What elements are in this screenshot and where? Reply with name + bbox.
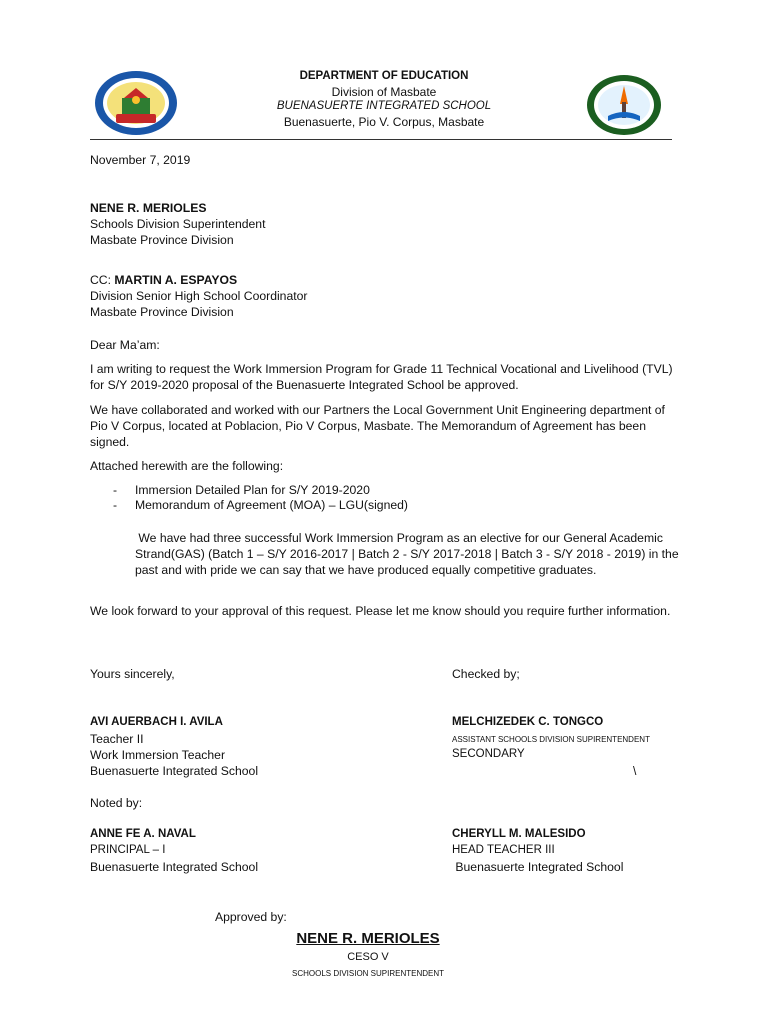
recipient-name: NENE R. MERIOLES [90,201,207,215]
school-seal-logo [94,70,178,136]
paragraph-history: We have had three successful Work Immersion Program as an elective for our General Academic Strand(GAS) (Batch 1 – S/Y 2016-2017 | Batch 2 - S/Y 2017-2018 | Batch 3 - S/Y 2018 - 2019) in the past and with pride we can say that we have produced equally competitive graduates. [135,531,682,577]
header-division: Division of Masbate [331,85,437,99]
sender-role: Work Immersion Teacher [90,748,226,762]
cc-title: Division Senior High School Coordinator [90,289,308,303]
paragraph-closing: We look forward to your approval of this request. Please let me know should you require further information. [90,604,671,618]
header-address: Buenasuerte, Pio V. Corpus, Masbate [283,115,485,129]
header-rule [90,139,672,140]
division-seal-logo [586,74,662,136]
paragraph-partners: We have collaborated and worked with our Partners the Local Government Unit Engineering department of Pio V Corpus, located at Poblacion, Pio V Corpus, Masbate. The Memorandum of Agreement has been signed. [90,403,665,449]
noter-position: HEAD TEACHER III [452,844,555,856]
header-department: DEPARTMENT OF EDUCATION [299,70,469,82]
checker-level: SECONDARY [452,748,525,760]
approver-rank: CESO V [347,951,389,963]
cc-name: MARTIN A. ESPAYOS [114,273,238,287]
approver-title: SCHOOLS DIVISION SUPIRENTENDENT [291,969,445,978]
closing-phrase: Yours sincerely, [90,667,175,681]
attachment-item: Immersion Detailed Plan for S/Y 2019-2020 [135,483,370,497]
recipient-title: Schools Division Superintendent [90,217,266,231]
header-school: BUENASUERTE INTEGRATED SCHOOL [276,100,492,112]
approver-name: NENE R. MERIOLES [296,930,440,947]
attachment-bullet: - [113,483,118,497]
noter-school: Buenasuerte Integrated School [90,860,259,874]
sender-position: Teacher II [90,732,144,746]
attachment-bullet: - [113,498,118,512]
checked-label: Checked by; [452,667,520,681]
cc-office: Masbate Province Division [90,305,234,319]
cc-prefix: CC: [90,273,115,287]
checker-name: MELCHIZEDEK C. TONGCO [452,716,604,728]
checker-position: ASSISTANT SCHOOLS DIVISION SUPIRENTENDENT [452,735,650,744]
salutation: Dear Ma’am: [90,338,160,352]
sender-name: AVI AUERBACH I. AVILA [90,716,223,728]
attachments-intro: Attached herewith are the following: [90,459,284,473]
paragraph-request: I am writing to request the Work Immersion Program for Grade 11 Technical Vocational and Livelihood (TVL) for S/Y 2019-2020 proposal of the Buenasuerte Integrated School be approved. [90,362,673,392]
sender-school: Buenasuerte Integrated School [90,764,259,778]
noter-name: ANNE FE A. NAVAL [90,828,196,840]
noted-label: Noted by: [90,796,143,810]
stray-mark: \ [633,764,637,778]
letter-date: November 7, 2019 [90,153,191,167]
recipient-office: Masbate Province Division [90,233,234,247]
noter-position: PRINCIPAL – I [90,844,166,856]
cc-line [90,273,237,287]
noter-name: CHERYLL M. MALESIDO [452,828,586,840]
approved-label: Approved by: [215,910,287,924]
attachment-item: Memorandum of Agreement (MOA) – LGU(signed) [135,498,408,512]
noter-school: Buenasuerte Integrated School [452,860,624,874]
